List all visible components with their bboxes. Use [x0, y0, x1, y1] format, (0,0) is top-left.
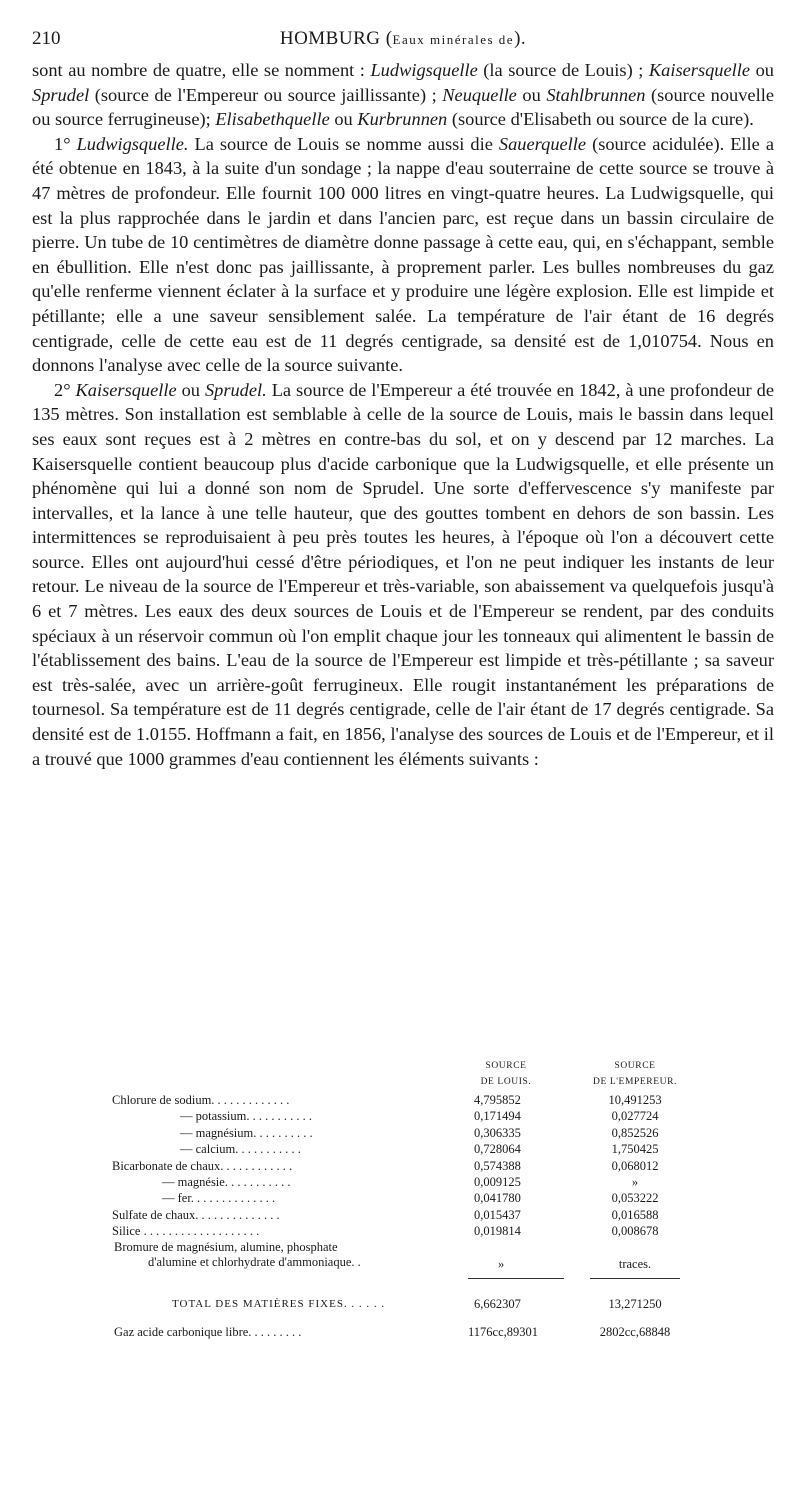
column-header-line: SOURCE — [485, 1061, 527, 1071]
italic-run: Elisabethquelle — [215, 109, 330, 130]
text-run: (la source de Louis) ; — [477, 60, 649, 80]
section-number: 2° — [54, 379, 71, 400]
value-empereur: traces. — [618, 1256, 652, 1271]
section-number: 1° — [54, 133, 71, 154]
italic-run: Ludwigsquelle — [370, 60, 478, 80]
value-louis: 4,795852 — [474, 1093, 521, 1107]
value-louis: 0,171494 — [474, 1109, 521, 1124]
value-louis: » — [498, 1256, 505, 1271]
running-title — [32, 28, 774, 50]
column-header-line: DE LOUIS. — [480, 1077, 532, 1087]
page-number: 210 — [32, 28, 61, 49]
gas-row — [112, 1324, 702, 1340]
analysis-table — [112, 1058, 702, 1340]
total-label: TOTAL DES MATIÈRES FIXES. . . . . . — [172, 1297, 386, 1310]
body-text — [32, 58, 774, 771]
row-label — [112, 1240, 464, 1270]
italic-run: Sprudel. — [204, 379, 267, 400]
rule-row — [112, 1272, 702, 1280]
title-main: HOMBURG ( — [279, 28, 393, 49]
text-run: La source de Louis se nomme aussi die — [188, 133, 499, 154]
text-run: (source de l'Empereur ou source jaillissante) ; — [89, 84, 443, 105]
gas-empereur: 2802cc,68848 — [599, 1324, 671, 1339]
italic-run: Kurbrunnen — [357, 109, 448, 130]
table-row — [112, 1190, 702, 1206]
table-row — [112, 1207, 702, 1223]
row-label: Bicarbonate de chaux. . . . . . . . . . . . — [112, 1158, 293, 1173]
italic-run: Neuquelle — [442, 84, 517, 105]
gas-louis: 1176cc,89301 — [468, 1324, 539, 1339]
row-label: — calcium. . . . . . . . . . . — [180, 1142, 301, 1157]
italic-run: Sprudel — [32, 84, 90, 105]
table-row — [112, 1174, 702, 1190]
row-label-line: d'alumine et chlorhydrate d'ammoniaque. . — [148, 1254, 361, 1269]
text-run: (source nouvelle ou source ferrugineuse); — [32, 84, 774, 130]
value-louis: 0,306335 — [474, 1125, 521, 1140]
rule-empereur — [590, 1278, 680, 1279]
value-empereur: 0,027724 — [611, 1109, 659, 1124]
text-run: sont au nombre de quatre, elle se nomment : — [32, 60, 371, 80]
row-label: Sulfate de chaux. . . . . . . . . . . . . . — [112, 1207, 280, 1222]
value-louis: 0,019814 — [474, 1224, 521, 1239]
row-label-line: Bromure de magnésium, alumine, phosphate — [114, 1239, 338, 1254]
kaisersquelle-paragraph — [32, 378, 774, 772]
gas-label: Gaz acide carbonique libre. . . . . . . . . — [114, 1324, 302, 1339]
text-run: (source acidulée). Elle a été obtenue en 1843, à la suite d'un sondage ; la nappe d'eau souterraine de cette source se trouve à 47 mètres de profondeur. Elle fournit 100 000 litres en vingt-quatre heures. La Ludwigsquelle, qui est la plus rapprochée dans le jardin et dans l'ancien parc, est reçue dans un bassin circulaire de pierre. Un tube de 10 centimètres de diamètre donne passage à cette eau, qui, en s'échappant, semble en ébullition. Elle n'est donc pas jaillissante, à proprement parler. Les bulles nombreuses du gaz qu'elle renferme viennent éclater à la surface et y produire une légère explosion. Elle est limpide et pétillante; elle a une saveur sensiblement salée. La température de l'air étant de 16 degrés centigrade, celle de cette eau est de 11 degrés centigrade, sa densité est de 1,010754. Nous en donnons l'analyse avec celle de la source suivante. — [32, 133, 774, 376]
value-louis: 0,041780 — [474, 1191, 521, 1206]
italic-run: Kaisersquelle — [648, 60, 751, 80]
value-empereur: 10,491253 — [608, 1093, 662, 1107]
title-end: ). — [514, 28, 527, 49]
section-title: Ludwigsquelle. — [76, 133, 189, 154]
text-run: ou — [329, 109, 358, 130]
table-row — [112, 1223, 702, 1239]
value-empereur: » — [631, 1174, 639, 1189]
ludwigsquelle-paragraph — [32, 132, 774, 378]
column-header-line: SOURCE — [614, 1061, 656, 1071]
column-header-louis — [462, 1058, 550, 1090]
table-row-bromure — [112, 1240, 702, 1272]
table-row — [112, 1141, 702, 1157]
row-label: — magnésie. . . . . . . . . . . — [162, 1174, 291, 1189]
row-label: Silice . . . . . . . . . . . . . . . . . . . — [112, 1224, 260, 1239]
intro-paragraph — [32, 58, 774, 132]
italic-run: Sauerquelle — [498, 133, 587, 154]
title-small-caps: Eaux minérales de — [392, 32, 515, 47]
value-empereur: 0,068012 — [611, 1158, 659, 1173]
text-run: ou — [750, 60, 774, 80]
column-header-empereur — [580, 1058, 690, 1090]
value-empereur: 0,016588 — [611, 1207, 659, 1222]
value-louis: 0,009125 — [474, 1174, 521, 1189]
value-louis: 0,015437 — [474, 1207, 521, 1222]
table-row — [112, 1092, 702, 1108]
table-row — [112, 1108, 702, 1124]
value-louis: 0,574388 — [474, 1158, 521, 1173]
row-label: Chlorure de sodium. . . . . . . . . . . . . — [112, 1093, 290, 1107]
table-row — [112, 1125, 702, 1141]
value-empereur: 0,852526 — [611, 1125, 659, 1140]
table-header — [112, 1058, 702, 1092]
page — [32, 28, 774, 771]
value-louis: 0,728064 — [474, 1142, 521, 1157]
italic-run: Stahlbrunnen — [546, 84, 646, 105]
text-run: ou — [176, 379, 205, 400]
row-label: — fer. . . . . . . . . . . . . . — [162, 1191, 276, 1206]
section-title: Kaisersquelle — [75, 379, 177, 400]
value-empereur: 0,008678 — [611, 1224, 659, 1239]
running-header — [32, 28, 774, 58]
total-louis: 6,662307 — [474, 1296, 521, 1311]
total-row — [112, 1296, 702, 1312]
total-empereur: 13,271250 — [608, 1296, 662, 1311]
text-run: La source de l'Empereur a été trouvée en 1842, à une profondeur de 135 mètres. Son installation est semblable à celle de la source de Louis, mais le bassin dans lequel ses eaux sont reçues est à 2 mètres en contre-bas du sol, et on y descend par 12 marches. La Kaisersquelle contient beaucoup plus d'acide carbonique que la Ludwigsquelle, et elle présente un phénomène qui lui a donné son nom de Sprudel. Une sorte d'effervescence s'y manifeste par intervalles, et la lance à une telle hauteur, que des gouttes tombent en dehors de son bassin. Les intermittences se reproduisaient à peu près toutes les heures, à l'époque où l'on a découvert cette source. Elles ont aujourd'hui cessé d'être périodiques, et l'on ne peut indiquer les instants de leur retour. Le niveau de la source de l'Empereur et très-variable, son abaissement va quelquefois jusqu'à 6 et 7 mètres. Les eaux des deux sources de Louis et de l'Empereur se rendent, par des conduits spéciaux à un réservoir commun où l'on emplit chaque jour les tonneaux qui alimentent le bassin de l'établissement des bains. L'eau de la source de l'Empereur est limpide et très-pétillante ; sa saveur est très-salée, avec un arrière-goût ferrugineux. Elle rougit instantanément les préparations de tournesol. Sa température est de 11 degrés centigrade, celle de l'air étant de 17 degrés centigrade. Sa densité est de 1.0155. Hoffmann a fait, en 1856, l'analyse des sources de Louis et de l'Empereur, et il a trouvé que 1000 grammes d'eau contiennent les éléments suivants : — [32, 379, 774, 769]
table-row — [112, 1158, 702, 1174]
text-run: ou — [516, 84, 547, 105]
rule-louis — [468, 1278, 564, 1279]
text-run: (source d'Elisabeth ou source de la cure). — [447, 109, 754, 130]
row-label: — potassium. . . . . . . . . . . — [180, 1109, 312, 1124]
column-header-line: DE L'EMPEREUR. — [592, 1077, 677, 1087]
value-empereur: 1,750425 — [611, 1142, 659, 1157]
row-label: — magnésium. . . . . . . . . . — [180, 1125, 313, 1140]
value-empereur: 0,053222 — [611, 1191, 659, 1206]
